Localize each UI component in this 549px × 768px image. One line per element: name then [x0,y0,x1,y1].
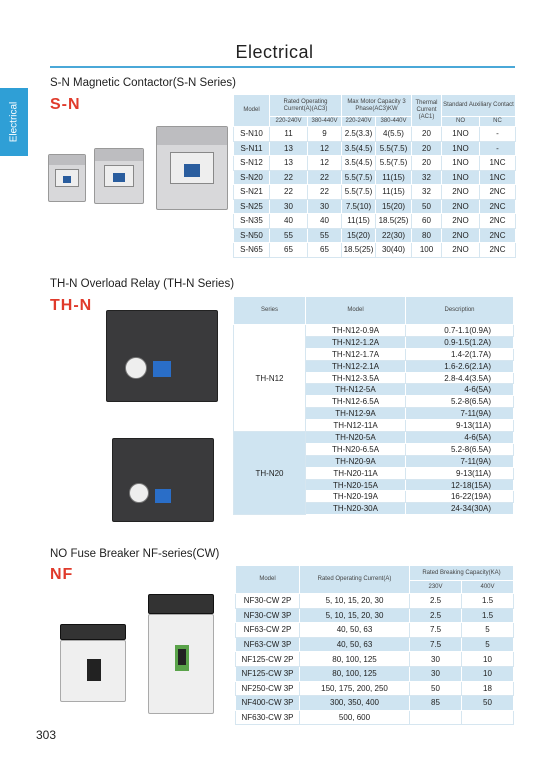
nf-cell-breaking-230: 2.5 [410,608,462,623]
sn-cell-motor-220: 3.5(4.5) [342,156,376,171]
sn-cell-motor-380: 11(15) [376,170,412,185]
thn-cell-description: 1.6-2.6(2.1A) [406,360,514,372]
sn-cell-thermal: 60 [412,214,442,229]
sn-cell-aux-nc: 2NC [480,243,516,258]
sn-header-220: 220-240V [270,117,308,127]
breaker-small-image [60,640,126,702]
sn-cell-aux-nc: - [480,141,516,156]
table-row [236,594,514,609]
sn-cell-model: S-N11 [234,141,270,156]
nf-cell-breaking-400: 18 [462,681,514,696]
sn-cell-aux-nc: 1NC [480,156,516,171]
nf-cell-breaking-230: 7.5 [410,623,462,638]
sn-table [233,94,516,258]
nf-cell-breaking-230 [410,710,462,725]
sn-cell-rated-380: 9 [308,127,342,142]
nf-heading: NO Fuse Breaker NF-series(CW) [50,548,220,560]
table-row [234,185,516,200]
contactor-small-image [48,154,86,202]
nf-cell-breaking-400: 5 [462,637,514,652]
sn-cell-thermal: 80 [412,228,442,243]
contactor-large-image [156,126,228,210]
thn-cell-model: TH-N20-5A [306,432,406,444]
sn-cell-aux-no: 1NO [442,170,480,185]
nf-cell-breaking-230: 2.5 [410,594,462,609]
nf-cell-rated-current: 150, 175, 200, 250 [300,681,410,696]
sn-cell-motor-380: 5.5(7.5) [376,156,412,171]
sn-cell-aux-no: 2NO [442,185,480,200]
thn-cell-description: 5.2-8(6.5A) [406,443,514,455]
sn-cell-thermal: 50 [412,199,442,214]
table-row [234,228,516,243]
thn-cell-model: TH-N12-3.5A [306,372,406,384]
sn-cell-aux-nc: 2NC [480,228,516,243]
sn-cell-motor-380: 15(20) [376,199,412,214]
sn-cell-rated-220: 65 [270,243,308,258]
sn-header-nc: NC [480,117,516,127]
nf-cell-breaking-230: 30 [410,652,462,667]
sn-cell-motor-380: 5.5(7.5) [376,141,412,156]
nf-cell-model: NF630-CW 3P [236,710,300,725]
sn-cell-motor-220: 18.5(25) [342,243,376,258]
page-number: 303 [36,728,57,742]
thn-cell-model: TH-N12-9A [306,408,406,420]
sn-cell-model: S-N65 [234,243,270,258]
sn-cell-thermal: 20 [412,156,442,171]
sn-cell-aux-no: 2NO [442,199,480,214]
sn-cell-rated-220: 30 [270,199,308,214]
nf-cell-rated-current: 40, 50, 63 [300,623,410,638]
thn-header-description: Description [406,297,514,325]
sn-cell-rated-380: 30 [308,199,342,214]
thn-cell-model: TH-N20-9A [306,455,406,467]
nf-cell-breaking-400: 10 [462,666,514,681]
table-row [234,432,514,444]
sn-header-model: Model [234,95,270,127]
nf-header-400: 400V [462,581,514,594]
sn-cell-model: S-N10 [234,127,270,142]
thn-cell-description: 1.4-2(1.7A) [406,348,514,360]
sn-cell-thermal: 32 [412,185,442,200]
sn-cell-aux-nc: 2NC [480,214,516,229]
sn-header-380b: 380-440V [376,117,412,127]
sn-cell-thermal: 20 [412,141,442,156]
thn-cell-model: TH-N12-1.7A [306,348,406,360]
thn-cell-model: TH-N20-15A [306,479,406,491]
sn-cell-rated-380: 22 [308,185,342,200]
sn-cell-aux-nc: 2NC [480,199,516,214]
sn-cell-rated-380: 55 [308,228,342,243]
thn-header-series: Series [234,297,306,325]
thn-cell-model: TH-N20-30A [306,503,406,515]
table-row [234,141,516,156]
sn-header-max-motor: Max Motor Capacity 3 Phase(AC3)KW [342,95,412,117]
thn-code: TH-N [50,297,93,314]
side-tab [0,88,28,156]
thn-header-model: Model [306,297,406,325]
thn-cell-model: TH-N12-6.5A [306,396,406,408]
nf-cell-model: NF30-CW 3P [236,608,300,623]
sn-cell-aux-nc: 2NC [480,185,516,200]
sn-cell-model: S-N21 [234,185,270,200]
nf-cell-model: NF63-CW 3P [236,637,300,652]
sn-heading: S-N Magnetic Contactor(S-N Series) [50,77,236,89]
sn-cell-motor-380: 4(5.5) [376,127,412,142]
sn-cell-model: S-N12 [234,156,270,171]
sn-cell-rated-380: 40 [308,214,342,229]
sn-cell-aux-nc: - [480,127,516,142]
sn-code: S-N [50,96,81,113]
thn-cell-model: TH-N12-2.1A [306,360,406,372]
sn-cell-model: S-N25 [234,199,270,214]
thn-cell-description: 5.2-8(6.5A) [406,396,514,408]
nf-cell-breaking-400: 50 [462,696,514,711]
thn-cell-description: 24-34(30A) [406,503,514,515]
thn-cell-description: 4-6(5A) [406,432,514,444]
nf-cell-breaking-230: 85 [410,696,462,711]
sn-cell-aux-nc: 1NC [480,170,516,185]
thn-cell-description: 7-11(9A) [406,408,514,420]
thn-series-cell: TH-N12 [234,325,306,432]
sn-product-image [48,124,228,214]
nf-header-model: Model [236,566,300,594]
sn-cell-rated-220: 13 [270,141,308,156]
thn-cell-description: 9-13(11A) [406,467,514,479]
nf-cell-breaking-400: 5 [462,623,514,638]
table-row [236,652,514,667]
sn-cell-aux-no: 1NO [442,127,480,142]
table-row [236,710,514,725]
table-row [234,156,516,171]
sn-cell-model: S-N20 [234,170,270,185]
sn-cell-rated-380: 22 [308,170,342,185]
sn-header-aux: Standard Auxiliary Contact [442,95,516,117]
contactor-medium-image [94,148,144,204]
nf-cell-rated-current: 5, 10, 15, 20, 30 [300,608,410,623]
nf-cell-model: NF125-CW 2P [236,652,300,667]
table-row [234,243,516,258]
nf-cell-model: NF400-CW 3P [236,696,300,711]
nf-cell-rated-current: 5, 10, 15, 20, 30 [300,594,410,609]
sn-cell-motor-220: 5.5(7.5) [342,185,376,200]
sn-cell-rated-220: 13 [270,156,308,171]
thn-cell-description: 0.9-1.5(1.2A) [406,336,514,348]
sn-cell-aux-no: 1NO [442,156,480,171]
thn-cell-model: TH-N12-5A [306,384,406,396]
sn-cell-motor-220: 3.5(4.5) [342,141,376,156]
thn-cell-model: TH-N12-0.9A [306,325,406,337]
title-rule [50,66,515,68]
nf-cell-breaking-400 [462,710,514,725]
nf-cell-model: NF30-CW 2P [236,594,300,609]
sn-cell-rated-380: 12 [308,156,342,171]
table-row [234,325,514,337]
thn-cell-description: 7-11(9A) [406,455,514,467]
thn-series-cell: TH-N20 [234,432,306,515]
nf-product-image [60,594,220,724]
sn-cell-motor-220: 11(15) [342,214,376,229]
sn-cell-rated-220: 22 [270,185,308,200]
thn-table [233,296,514,515]
thn-cell-model: TH-N20-6.5A [306,443,406,455]
nf-cell-breaking-230: 7.5 [410,637,462,652]
sn-cell-motor-220: 5.5(7.5) [342,170,376,185]
breaker-large-image [148,614,214,714]
sn-cell-model: S-N50 [234,228,270,243]
sn-cell-motor-380: 18.5(25) [376,214,412,229]
nf-cell-model: NF125-CW 3P [236,666,300,681]
thn-cell-model: TH-N12-1.2A [306,336,406,348]
nf-header-breaking: Rated Breaking Capacity(KA) [410,566,514,581]
table-row [236,608,514,623]
sn-cell-model: S-N35 [234,214,270,229]
sn-cell-aux-no: 2NO [442,214,480,229]
sn-header-no: NO [442,117,480,127]
nf-cell-rated-current: 300, 350, 400 [300,696,410,711]
thn-heading: TH-N Overload Relay (TH-N Series) [50,278,235,290]
nf-cell-rated-current: 40, 50, 63 [300,637,410,652]
thn-cell-model: TH-N20-11A [306,467,406,479]
sn-cell-motor-220: 2.5(3.3) [342,127,376,142]
sn-cell-rated-220: 22 [270,170,308,185]
sn-cell-motor-220: 7.5(10) [342,199,376,214]
sn-cell-rated-220: 40 [270,214,308,229]
nf-cell-rated-current: 80, 100, 125 [300,652,410,667]
sn-header-rated-current: Rated Operating Current(A)(AC3) [270,95,342,117]
sn-cell-aux-no: 2NO [442,228,480,243]
thn-cell-description: 16-22(19A) [406,491,514,503]
nf-cell-breaking-400: 1.5 [462,594,514,609]
thn20-product-image [108,434,218,526]
nf-cell-breaking-400: 1.5 [462,608,514,623]
thn-cell-model: TH-N12-11A [306,420,406,432]
sn-cell-motor-380: 22(30) [376,228,412,243]
thn-cell-description: 2.8-4.4(3.5A) [406,372,514,384]
nf-cell-rated-current: 500, 600 [300,710,410,725]
sn-header-220b: 220-240V [342,117,376,127]
sn-cell-motor-380: 11(15) [376,185,412,200]
table-row [234,214,516,229]
table-row [236,666,514,681]
nf-cell-breaking-230: 50 [410,681,462,696]
thn-cell-description: 4-6(5A) [406,384,514,396]
table-row [234,199,516,214]
sn-cell-rated-220: 55 [270,228,308,243]
table-row [234,127,516,142]
thn-cell-description: 9-13(11A) [406,420,514,432]
sn-cell-motor-220: 15(20) [342,228,376,243]
table-row [236,623,514,638]
sn-cell-rated-220: 11 [270,127,308,142]
table-row [236,696,514,711]
nf-cell-rated-current: 80, 100, 125 [300,666,410,681]
nf-cell-breaking-230: 30 [410,666,462,681]
nf-cell-model: NF250-CW 3P [236,681,300,696]
nf-header-230: 230V [410,581,462,594]
nf-code: NF [50,566,74,583]
nf-table [235,565,514,725]
sn-cell-thermal: 20 [412,127,442,142]
table-row [236,637,514,652]
side-tab-label: Electrical [8,101,20,143]
sn-cell-motor-380: 30(40) [376,243,412,258]
thn-cell-description: 0.7-1.1(0.9A) [406,325,514,337]
nf-cell-breaking-400: 10 [462,652,514,667]
thn-cell-description: 12-18(15A) [406,479,514,491]
sn-header-thermal: Thermal Current (AC1) [412,95,442,127]
thn12-product-image [100,306,225,406]
sn-cell-rated-380: 65 [308,243,342,258]
nf-cell-model: NF63-CW 2P [236,623,300,638]
sn-cell-rated-380: 12 [308,141,342,156]
thn-cell-model: TH-N20-19A [306,491,406,503]
sn-cell-aux-no: 2NO [442,243,480,258]
table-row [236,681,514,696]
sn-cell-thermal: 32 [412,170,442,185]
sn-cell-thermal: 100 [412,243,442,258]
sn-header-380: 380-440V [308,117,342,127]
nf-header-rated-current: Rated Operating Current(A) [300,566,410,594]
sn-cell-aux-no: 1NO [442,141,480,156]
table-row [234,170,516,185]
page-title: Electrical [235,42,314,62]
